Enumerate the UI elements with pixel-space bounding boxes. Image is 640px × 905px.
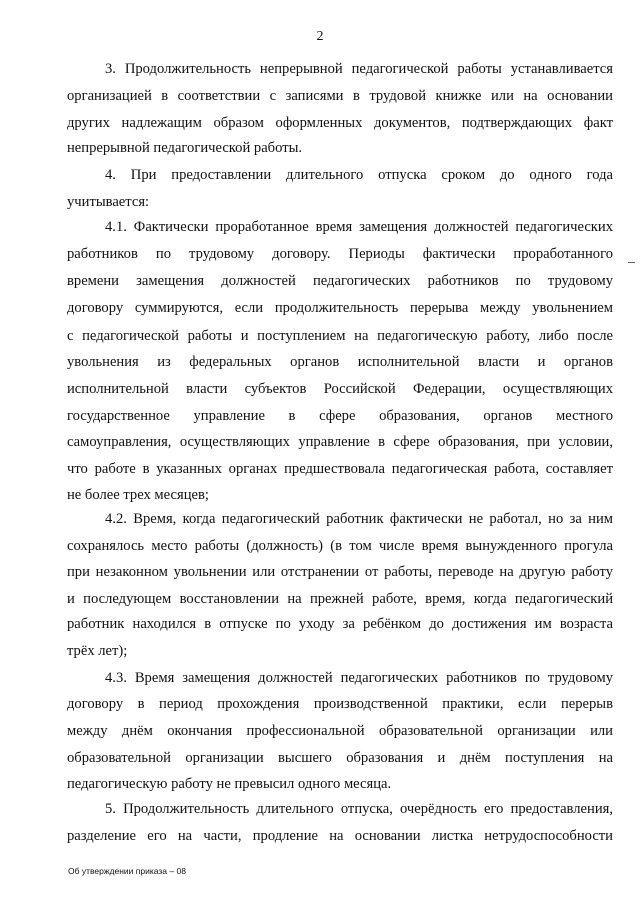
paragraph-p4-2-line: работник находился в отпуске по уходу за ребёнком до достижения им возраста — [67, 616, 613, 632]
page-number: 2 — [316, 29, 324, 44]
paragraph-p4-1-line: что работе в указанных органах предшествовала педагогическая работа, составляет — [67, 461, 613, 477]
paragraph-p4-1-line: государственное управление в сфере образования, органов местного — [67, 408, 613, 424]
paragraph-p5-line: 5. Продолжительность длительного отпуска, очерёдность его предоставления, — [105, 801, 613, 817]
paragraph-p3-line: организацией в соответствии с записями в трудовой книжке или на основании — [67, 88, 613, 104]
paragraph-p4-1-line: увольнения из федеральных органов исполнительной власти и органов — [67, 354, 613, 370]
paragraph-p4-1-line: 4.1. Фактически проработанное время замещения должностей педагогических — [105, 219, 613, 235]
paragraph-p4-1-line: времени замещения должностей педагогических работников по трудовому — [67, 273, 613, 289]
paragraph-p4-1-line: не более трех месяцев; — [67, 487, 209, 503]
paragraph-p4-2-line: и последующем восстановлении на прежней работе, время, когда педагогический — [67, 591, 613, 607]
paragraph-p4-1-line: самоуправления, осуществляющих управление в сфере образования, при условии, — [67, 434, 613, 450]
paragraph-p4-3-line: договору в период прохождения производственной практики, если перерыв — [67, 696, 613, 712]
paragraph-p4-3-line: 4.3. Время замещения должностей педагогических работников по трудовому — [105, 670, 613, 686]
paragraph-p4-2-line: при незаконном увольнении или отстранении от работы, переводе на другую работу — [67, 564, 613, 580]
paragraph-p3-line: 3. Продолжительность непрерывной педагогической работы устанавливается — [105, 61, 613, 77]
paragraph-p4-2-line: трёх лет); — [67, 643, 128, 659]
paragraph-p4-1-line: договору суммируются, если продолжительность перерыва между увольнением — [67, 300, 613, 316]
paragraph-p4-1-line: исполнительной власти субъектов Российской Федерации, осуществляющих — [67, 381, 613, 397]
paragraph-p4-3-line: образовательной организации высшего образования и днём поступления на — [67, 750, 613, 766]
paragraph-p5-line: разделение его на части, продление на основании листка нетрудоспособности — [67, 828, 613, 844]
paragraph-p4-3-line: между днём окончания профессиональной образовательной организации или — [67, 723, 613, 739]
paragraph-p4-line: 4. При предоставлении длительного отпуска сроком до одного года — [105, 167, 613, 183]
paragraph-p4-line: учитывается: — [67, 194, 150, 210]
paragraph-p4-2-line: сохранялось место работы (должность) (в том числе время вынужденного прогула — [67, 538, 613, 554]
footer-text: Об утверждении приказа – 08 — [68, 866, 186, 876]
paragraph-p3-line: непрерывной педагогической работы. — [67, 140, 303, 156]
paragraph-p4-3-line: педагогическую работу не превысил одного месяца. — [67, 776, 392, 792]
margin-mark — [628, 262, 635, 263]
paragraph-p4-1-line: с педагогической работы и поступлением на педагогическую работу, либо после — [67, 328, 613, 344]
paragraph-p3-line: других надлежащим образом оформленных документов, подтверждающих факт — [67, 115, 613, 131]
paragraph-p4-2-line: 4.2. Время, когда педагогический работник фактически не работал, но за ним — [105, 511, 613, 527]
paragraph-p4-1-line: работников по трудовому договору. Периоды фактически проработанного — [67, 246, 613, 262]
